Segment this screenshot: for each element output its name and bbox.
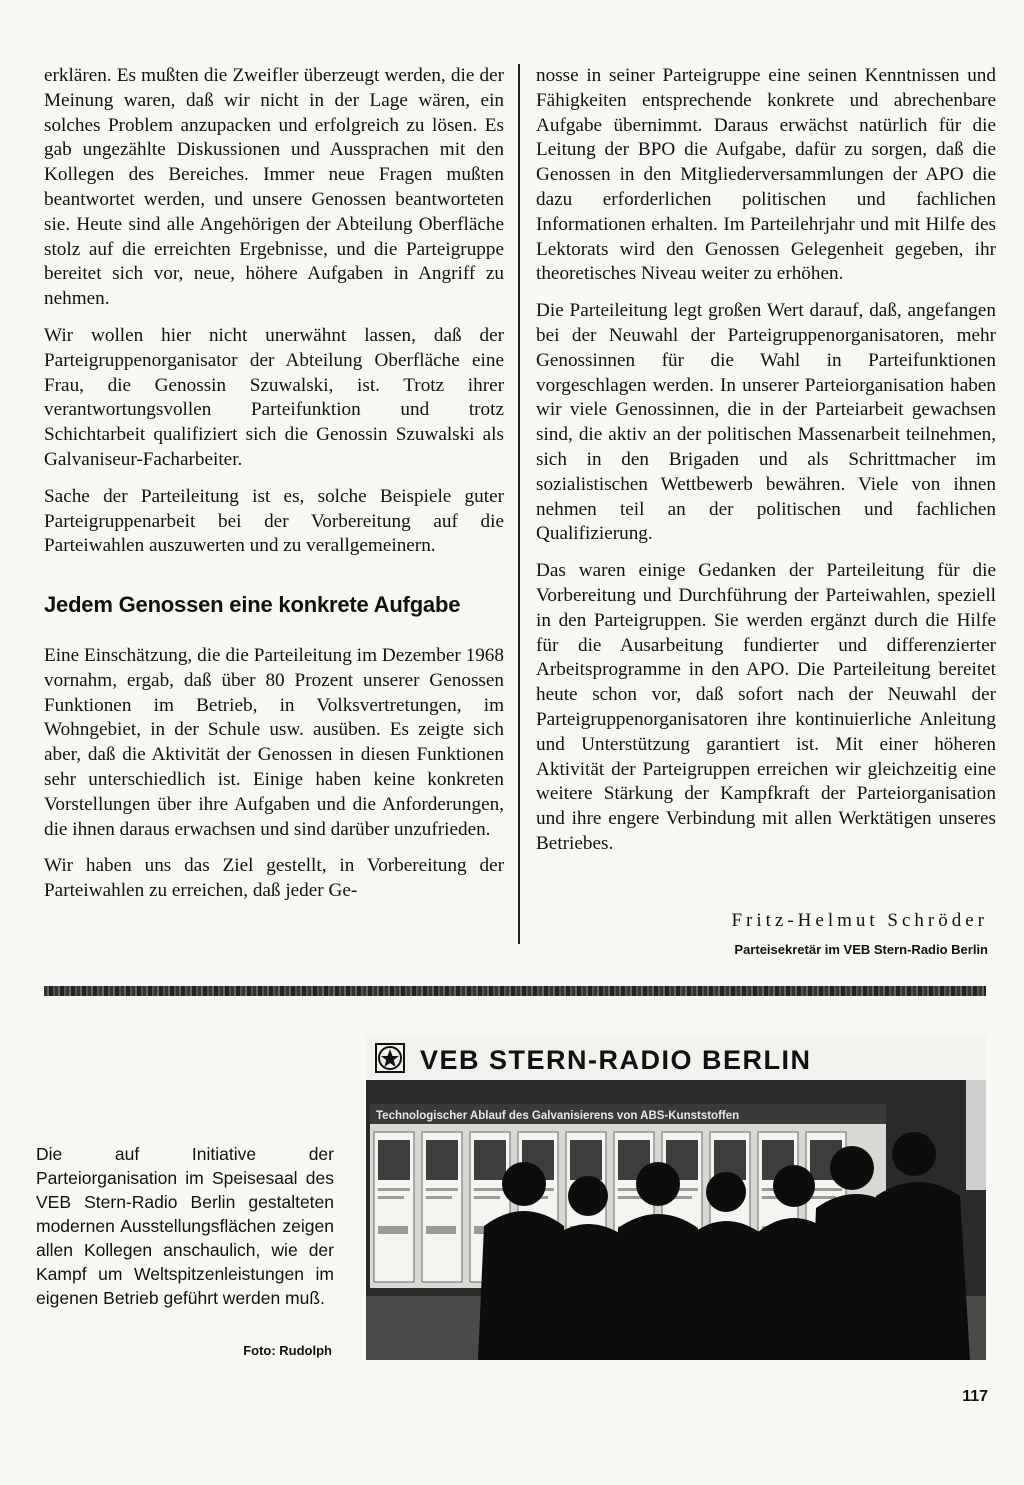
body-paragraph: nosse in seiner Parteigruppe eine seinen Kenntnissen und Fähigkeiten entsprechende konkrete und abrechenbare Aufgabe übernimmt. Daraus erwächst natürlich für die Leitung der BPO die Aufgabe, dafür zu sorgen, daß die Genossen in den Mitgliederversammlungen der APO die dazu erforderlichen politischen und fachlichen Informationen erhalten. Im Parteilehrjahr und mit Hilfe des Lektorats wird den Genossen Gelegenheit gegeben, ihr theoretisches Niveau weiter zu erhöhen. (536, 65, 996, 285)
exhibition-photo (366, 1036, 986, 1360)
author-role: Parteisekretär im VEB Stern-Radio Berlin (734, 942, 988, 957)
body-paragraph: Das waren einige Gedanken der Parteileitung für die Vorbereitung und Durchführung der Parteiwahlen, speziell in den Parteigruppen. Sie werden ergänzt durch die Hilfe für die Ausarbeitung fundierter und differenzierter Arbeitsprogramme in den APO. Die Parteileitung bereitet heute schon vor, daß sofort nach der Neuwahl der Parteigruppenorganisatoren ihre kontinuierliche Anleitung und Unterstützung garantiert ist. Mit einer höheren Aktivität der Parteigruppen erreichen wir gleichzeitig eine weitere Stärkung der Kampfkraft der Parteiorganisation und ihre engere Verbindung mit allen Werktätigen unseres Betriebes. (536, 560, 996, 854)
body-paragraph: Die Parteileitung legt großen Wert darauf, daß, angefangen bei der Neuwahl der Parteigruppenorganisatoren, mehr Genossinnen für die Wahl in Parteifunktionen vorgeschlagen werden. In unserer Parteiorganisation haben wir viele Genossinnen, die in der Parteiarbeit gewachsen sind, die aktiv an der politischen Massenarbeit teilnehmen, sich in den Brigaden und als Schrittmacher im sozialistischen Wettbewerb bewähren. Viele von ihnen nehmen teil an der politischen und fachlichen Qualifizierung. (536, 300, 996, 545)
section-divider (44, 986, 986, 996)
right-column (536, 64, 996, 869)
body-paragraph: erklären. Es mußten die Zweifler überzeugt werden, die der Meinung waren, daß wir nicht in der Lage wären, ein solches Problem anzupacken und erfolgreich zu lösen. Es gab ungezählte Diskussionen und Aussprachen mit den Kollegen des Bereiches. Immer neue Fragen mußten beantwortet werden, und unsere Genossen beantworteten sie. Heute sind alle Angehörigen der Abteilung Oberfläche stolz auf die erreichten Ergebnisse, und die Parteigruppe bereitet sich vor, neue, höhere Aufgaben in Angriff zu nehmen. (44, 65, 504, 310)
column-divider (518, 64, 520, 944)
left-column (44, 64, 504, 916)
page-number: 117 (962, 1388, 988, 1405)
body-paragraph: Sache der Parteileitung ist es, solche Beispiele guter Parteigruppenarbeit bei der Vorbereitung auf die Parteiwahlen auszuwerten und zu verallgemeinern. (44, 485, 504, 557)
photo-sign-text: VEB STERN-RADIO BERLIN (420, 1045, 812, 1075)
author-name: Fritz-Helmut Schröder (731, 910, 988, 931)
body-paragraph: Wir haben uns das Ziel gestellt, in Vorbereitung der Parteiwahlen zu erreichen, daß jeder Ge- (44, 855, 504, 902)
photo-banner-text: Technologischer Ablauf des Galvanisierens von ABS-Kunststoffen (376, 1110, 740, 1122)
section-heading: Jedem Genossen eine konkrete Aufgabe (44, 592, 461, 618)
photo-credit: Foto: Rudolph (243, 1343, 332, 1358)
body-paragraph: Eine Einschätzung, die die Parteileitung im Dezember 1968 vornahm, ergab, daß über 80 Prozent unserer Genossen Funktionen im Betrieb, in Volksvertretungen, im Wohngebiet, in der Schule usw. ausüben. Es zeigte sich aber, daß die Aktivität der Genossen in diesen Funktionen sehr unterschiedlich ist. Einige haben keine konkreten Vorstellungen über ihre Aufgaben und die Anforderungen, die ihnen daraus erwachsen und sind darüber unzufrieden. (44, 644, 504, 840)
photo-caption: Die auf Initiative der Parteiorganisation im Speisesaal des VEB Stern-Radio Berlin gestalteten modernen Ausstellungsflächen zeigen allen Kollegen anschaulich, wie der Kampf um Weltspitzenleistungen im eigenen Betrieb geführt werden muß. (36, 1144, 334, 1308)
body-paragraph: Wir wollen hier nicht unerwähnt lassen, daß der Parteigruppenorganisator der Abteilung Oberfläche eine Frau, die Genossin Szuwalski, ist. Trotz ihrer verantwortungsvollen Parteifunktion und trotz Schichtarbeit qualifiziert sich die Genossin Szuwalski als Galvaniseur-Facharbeiter. (44, 324, 504, 470)
